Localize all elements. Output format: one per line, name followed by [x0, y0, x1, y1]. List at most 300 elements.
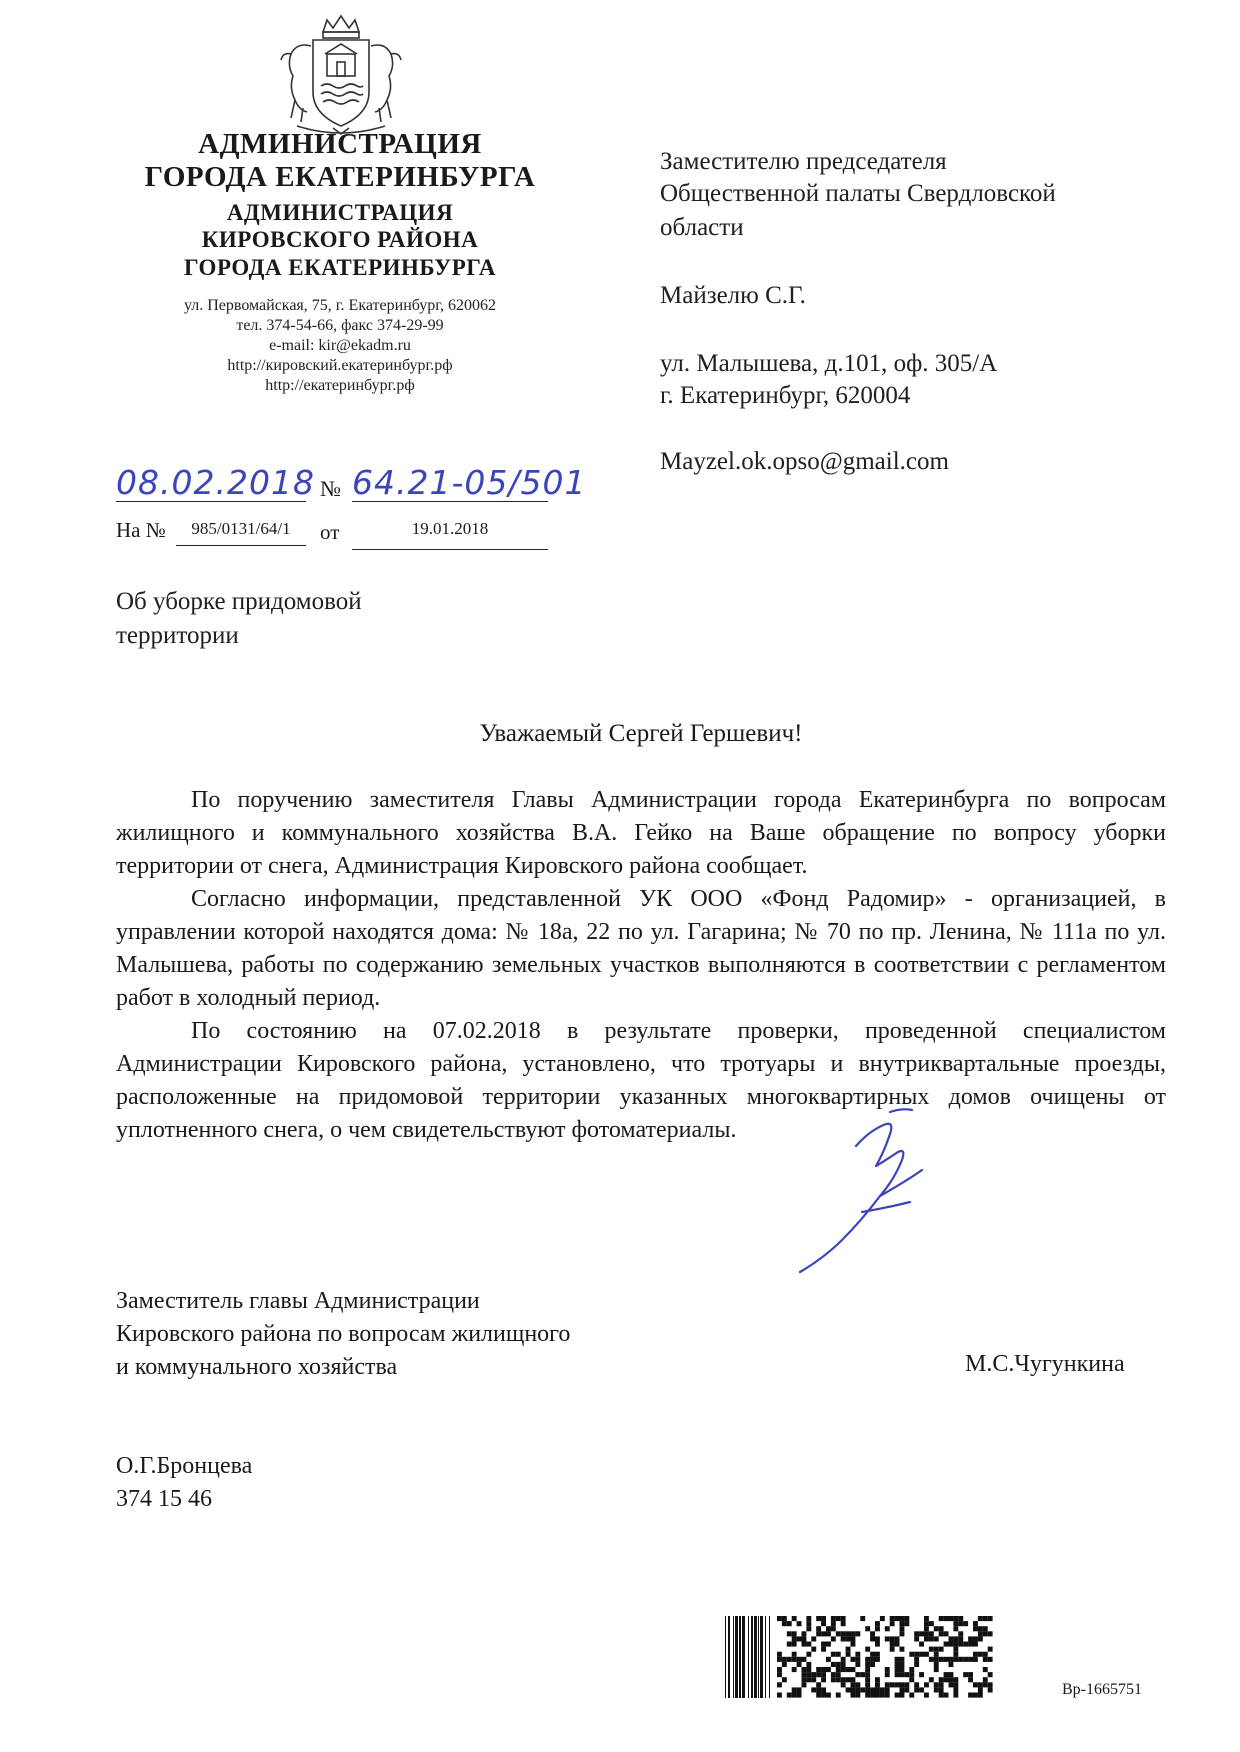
barcode-module — [973, 1682, 978, 1687]
outgoing-number-rule — [352, 501, 548, 502]
barcode-module — [860, 1616, 865, 1621]
barcode-module — [939, 1693, 944, 1698]
barcode-module — [978, 1636, 983, 1641]
recipient-position-line3: области — [660, 214, 744, 241]
barcode-module — [782, 1677, 787, 1682]
barcode-module — [958, 1657, 963, 1662]
barcode-module — [782, 1616, 787, 1621]
barcode-module — [900, 1682, 905, 1687]
barcode-module — [851, 1642, 856, 1647]
barcode-module — [900, 1621, 905, 1626]
barcode-module — [836, 1616, 841, 1621]
barcode-module — [870, 1662, 875, 1667]
barcode-module — [919, 1672, 924, 1677]
barcode-module — [792, 1642, 797, 1647]
barcode-module — [870, 1631, 875, 1636]
barcode-module — [802, 1642, 807, 1647]
barcode-module — [865, 1677, 870, 1682]
barcode-module — [806, 1677, 811, 1682]
barcode-module — [806, 1621, 811, 1626]
barcode-module — [841, 1667, 846, 1672]
barcode-module — [934, 1682, 939, 1687]
barcode-module — [958, 1642, 963, 1647]
barcode-module — [806, 1616, 811, 1621]
barcode-module — [949, 1642, 954, 1647]
barcode-module — [782, 1657, 787, 1662]
barcode-module — [865, 1693, 870, 1698]
barcode-module — [865, 1687, 870, 1692]
barcode-module — [787, 1631, 792, 1636]
barcode-module — [802, 1636, 807, 1641]
barcode-module — [909, 1672, 914, 1677]
barcode-module — [851, 1667, 856, 1672]
barcode-module — [797, 1687, 802, 1692]
barcode-module — [846, 1631, 851, 1636]
barcode-module — [836, 1667, 841, 1672]
barcode-module — [821, 1631, 826, 1636]
barcode-bar — [748, 1616, 749, 1698]
barcode-module — [787, 1621, 792, 1626]
barcode-module — [924, 1682, 929, 1687]
barcode-module — [841, 1616, 846, 1621]
barcode-module — [816, 1626, 821, 1631]
barcode-module — [787, 1693, 792, 1698]
body-paragraph-2: Согласно информации, представленной УК ООО «Фонд Радомир» - организацией, в управлении которой находятся дома: № 18а, 22 по ул. Гагарина; № 70 по пр. Ленина, № 111а по ул. Малышева, работы по содержанию земельных участков выполняются в соответствии с регламентом работ в холодный период. — [116, 886, 1166, 1011]
barcode-module — [826, 1693, 831, 1698]
barcode-module — [797, 1693, 802, 1698]
barcode-module — [909, 1693, 914, 1698]
reply-label: На № — [116, 518, 166, 542]
barcode-module — [953, 1647, 958, 1652]
barcode-module — [846, 1636, 851, 1641]
barcode-bar — [742, 1616, 745, 1698]
barcode-module — [973, 1657, 978, 1662]
barcode-module — [851, 1677, 856, 1682]
barcode-module — [939, 1616, 944, 1621]
barcode-module — [895, 1636, 900, 1641]
barcode-module — [914, 1652, 919, 1657]
barcode-module — [929, 1677, 934, 1682]
barcode-module — [924, 1652, 929, 1657]
barcode-module — [855, 1657, 860, 1662]
barcode-module — [777, 1682, 782, 1687]
barcode-module — [895, 1616, 900, 1621]
city-admin-line2: ГОРОДА ЕКАТЕРИНБУРГА — [144, 161, 536, 193]
signatory-title-line2: Кировского района по вопросам жилищного — [116, 1321, 571, 1347]
org-email: e-mail: kir@ekadm.ru — [269, 337, 411, 354]
barcode-module — [792, 1631, 797, 1636]
barcode-module — [958, 1631, 963, 1636]
barcode-module — [831, 1626, 836, 1631]
barcode-module — [983, 1631, 988, 1636]
barcode-module — [851, 1693, 856, 1698]
barcode-module — [831, 1652, 836, 1657]
barcode-module — [934, 1626, 939, 1631]
barcode-module — [865, 1682, 870, 1687]
barcode-module — [890, 1621, 895, 1626]
barcode-module — [880, 1687, 885, 1692]
barcode-module — [904, 1616, 909, 1621]
barcode-module — [875, 1621, 880, 1626]
barcode-module — [939, 1647, 944, 1652]
barcode-module — [963, 1672, 968, 1677]
barcode-module — [949, 1672, 954, 1677]
barcode-module — [870, 1636, 875, 1641]
barcode-module — [875, 1636, 880, 1641]
barcode-module — [797, 1657, 802, 1662]
barcode-module — [885, 1693, 890, 1698]
barcode-module — [939, 1657, 944, 1662]
barcode-module — [875, 1693, 880, 1698]
letter-subject — [116, 585, 536, 653]
barcode-module — [939, 1631, 944, 1636]
recipient-position-line2: Общественной палаты Свердловской — [660, 180, 1056, 207]
barcode-module — [963, 1621, 968, 1626]
barcode-module — [777, 1667, 782, 1672]
barcode-module — [900, 1667, 905, 1672]
barcode-module — [875, 1626, 880, 1631]
barcode-module — [855, 1682, 860, 1687]
barcode-module — [900, 1647, 905, 1652]
barcode-module — [806, 1642, 811, 1647]
barcode-module — [934, 1667, 939, 1672]
recipient-email: Mayzel.ok.opso@gmail.com — [660, 448, 949, 475]
barcode-module — [787, 1657, 792, 1662]
barcode-module — [792, 1693, 797, 1698]
barcode-module — [968, 1677, 973, 1682]
recipient-address-line1: ул. Малышева, д.101, оф. 305/А — [660, 350, 998, 377]
barcode-module — [806, 1626, 811, 1631]
barcode-module — [914, 1657, 919, 1662]
barcode-bar — [760, 1616, 763, 1698]
barcode-module — [880, 1693, 885, 1698]
barcode-module — [988, 1672, 993, 1677]
barcode-module — [914, 1662, 919, 1667]
outgoing-date: 08.02.2018 — [116, 463, 315, 502]
barcode-module — [826, 1642, 831, 1647]
barcode-id: Вр-1665751 — [1062, 1681, 1142, 1698]
barcode-module — [802, 1682, 807, 1687]
barcode-bar — [769, 1616, 770, 1698]
barcode-module — [924, 1616, 929, 1621]
city-admin-line1: АДМИНИСТРАЦИЯ — [198, 128, 482, 160]
barcode-module — [860, 1687, 865, 1692]
barcode-module — [988, 1687, 993, 1692]
barcode-module — [821, 1677, 826, 1682]
barcode-module — [988, 1616, 993, 1621]
barcode-module — [816, 1693, 821, 1698]
coat-of-arms-emblem — [267, 14, 415, 142]
barcode-module — [919, 1642, 924, 1647]
barcode-module — [944, 1616, 949, 1621]
barcode-module — [885, 1682, 890, 1687]
barcode-module — [924, 1636, 929, 1641]
barcode-module — [802, 1672, 807, 1677]
barcode-module — [953, 1621, 958, 1626]
barcode-module — [968, 1672, 973, 1677]
barcode-module — [983, 1652, 988, 1657]
barcode-module — [841, 1657, 846, 1662]
barcode-module — [924, 1693, 929, 1698]
barcode-module — [826, 1626, 831, 1631]
barcode-module — [792, 1687, 797, 1692]
barcode-module — [792, 1657, 797, 1662]
signatory-name: М.С.Чугункина — [965, 1351, 1125, 1377]
barcode-module — [816, 1667, 821, 1672]
barcode-module — [973, 1626, 978, 1631]
barcode-module — [900, 1662, 905, 1667]
barcode-module — [806, 1672, 811, 1677]
barcode-module — [949, 1616, 954, 1621]
signatory-title — [116, 1285, 756, 1384]
barcode-module — [934, 1652, 939, 1657]
barcode-module — [963, 1657, 968, 1662]
district-admin-line2: КИРОВСКОГО РАЙОНА — [201, 227, 479, 252]
barcode-module — [826, 1631, 831, 1636]
barcode-module — [865, 1647, 870, 1652]
barcode-module — [953, 1693, 958, 1698]
executor-phone: 374 15 46 — [116, 1486, 212, 1512]
barcode-module — [978, 1652, 983, 1657]
barcode-module — [983, 1626, 988, 1631]
barcode-module — [782, 1621, 787, 1626]
recipient-address-line2: г. Екатеринбург, 620004 — [660, 382, 911, 409]
barcode-module — [939, 1687, 944, 1692]
barcode-module — [875, 1687, 880, 1692]
barcode-module — [806, 1652, 811, 1657]
barcode-module — [983, 1616, 988, 1621]
handwritten-signature — [790, 1100, 960, 1280]
barcode-module — [811, 1672, 816, 1677]
barcode-module — [826, 1657, 831, 1662]
barcode-module — [929, 1657, 934, 1662]
recipient-position-line1: Заместителю председателя — [660, 148, 947, 175]
barcode-module — [900, 1687, 905, 1692]
barcode-bar — [751, 1616, 753, 1698]
barcode-module — [973, 1652, 978, 1657]
barcode-module — [934, 1636, 939, 1641]
barcode-module — [944, 1672, 949, 1677]
barcode-module — [968, 1642, 973, 1647]
barcode-module — [909, 1667, 914, 1672]
barcode-module — [816, 1687, 821, 1692]
barcode-module — [841, 1682, 846, 1687]
barcode-module — [895, 1657, 900, 1662]
barcode-module — [904, 1672, 909, 1677]
barcode-module — [851, 1657, 856, 1662]
barcode-module — [949, 1677, 954, 1682]
barcode-module — [983, 1667, 988, 1672]
barcode-module — [929, 1621, 934, 1626]
barcode-module — [988, 1647, 993, 1652]
barcode-module — [953, 1682, 958, 1687]
barcode-module — [949, 1636, 954, 1641]
barcode-module — [821, 1687, 826, 1692]
barcode-module — [846, 1677, 851, 1682]
barcode-module — [831, 1636, 836, 1641]
barcode-module — [831, 1621, 836, 1626]
body-paragraph-1: По поручению заместителя Главы Администрации города Екатеринбурга по вопросам жилищного и коммунального хозяйства В.А. Гейко на Ваше обращение по вопросу уборки территории от снега, Администрация Кировского района сообщает. — [116, 787, 1166, 879]
barcode-module — [958, 1621, 963, 1626]
barcode-module — [939, 1677, 944, 1682]
barcode-module — [865, 1672, 870, 1677]
barcode-module — [816, 1616, 821, 1621]
barcode-module — [968, 1636, 973, 1641]
barcode-module — [978, 1616, 983, 1621]
barcode-module — [900, 1631, 905, 1636]
barcode-module — [875, 1677, 880, 1682]
barcode-module — [855, 1652, 860, 1657]
number-sign: № — [320, 476, 341, 501]
barcode-module — [875, 1657, 880, 1662]
barcode-module — [944, 1677, 949, 1682]
barcode-module — [949, 1682, 954, 1687]
barcode-module — [939, 1682, 944, 1687]
barcode-bar — [733, 1616, 734, 1698]
barcode-module — [787, 1642, 792, 1647]
barcode-module — [988, 1682, 993, 1687]
barcode-module — [885, 1636, 890, 1641]
barcode-module — [831, 1662, 836, 1667]
barcode-module — [895, 1682, 900, 1687]
barcode-module — [924, 1621, 929, 1626]
reply-date: 19.01.2018 — [411, 519, 489, 538]
barcode-module — [895, 1693, 900, 1698]
barcode-module — [934, 1687, 939, 1692]
district-admin-line1: АДМИНИСТРАЦИЯ — [226, 200, 454, 225]
barcode-module — [988, 1631, 993, 1636]
reply-number: 985/0131/64/1 — [191, 519, 291, 538]
barcode-module — [924, 1626, 929, 1631]
barcode-module — [821, 1672, 826, 1677]
barcode-module — [885, 1687, 890, 1692]
barcode-module — [983, 1657, 988, 1662]
barcode-module — [846, 1687, 851, 1692]
barcode-module — [851, 1636, 856, 1641]
barcode-module — [841, 1621, 846, 1626]
barcode-module — [806, 1667, 811, 1672]
barcode-module — [949, 1657, 954, 1662]
barcode-module — [904, 1682, 909, 1687]
barcode-module — [973, 1621, 978, 1626]
barcode-module — [978, 1687, 983, 1692]
barcode-bar — [765, 1616, 766, 1698]
barcode-module — [875, 1652, 880, 1657]
barcode-bar — [758, 1616, 759, 1698]
barcode-module — [953, 1652, 958, 1657]
barcode-module — [846, 1652, 851, 1657]
barcode-module — [831, 1677, 836, 1682]
barcode-module — [953, 1616, 958, 1621]
barcode-module — [777, 1616, 782, 1621]
barcode-module — [885, 1667, 890, 1672]
barcode-module — [821, 1621, 826, 1626]
letter-body — [116, 784, 1166, 1147]
barcode-module — [782, 1662, 787, 1667]
barcode-module — [802, 1677, 807, 1682]
barcode-module — [953, 1626, 958, 1631]
barcode-module — [890, 1616, 895, 1621]
barcode-module — [851, 1682, 856, 1687]
recipient-name: Майзелю С.Г. — [660, 282, 806, 309]
subject-line2: территории — [116, 622, 239, 649]
barcode-module — [860, 1672, 865, 1677]
barcode-module — [855, 1662, 860, 1667]
barcode-module — [929, 1647, 934, 1652]
barcode-module — [983, 1682, 988, 1687]
district-admin-line3: ГОРОДА ЕКАТЕРИНБУРГА — [184, 255, 496, 280]
barcode-module — [875, 1642, 880, 1647]
barcode-module — [958, 1616, 963, 1621]
barcode-module — [890, 1682, 895, 1687]
barcode-bar — [728, 1616, 730, 1698]
outgoing-number: 64.21-05/501 — [352, 463, 587, 502]
barcode-module — [811, 1636, 816, 1641]
barcode-module — [880, 1616, 885, 1621]
barcode-module — [851, 1687, 856, 1692]
barcode-module — [919, 1687, 924, 1692]
barcode-module — [870, 1687, 875, 1692]
barcode-module — [870, 1657, 875, 1662]
org-address: ул. Первомайская, 75, г. Екатеринбург, 620062 — [183, 297, 497, 314]
barcode-module — [953, 1657, 958, 1662]
barcode-module — [846, 1667, 851, 1672]
barcode-module — [836, 1652, 841, 1657]
barcode-module — [870, 1652, 875, 1657]
barcode-module — [924, 1631, 929, 1636]
barcode-module — [792, 1652, 797, 1657]
barcode-module — [797, 1621, 802, 1626]
barcode-module — [914, 1636, 919, 1641]
barcode-module — [821, 1616, 826, 1621]
barcode-module — [875, 1682, 880, 1687]
barcode-bar — [735, 1616, 738, 1698]
barcode-module — [811, 1687, 816, 1692]
barcode-module — [949, 1662, 954, 1667]
barcode-module — [816, 1682, 821, 1687]
barcode-module — [836, 1677, 841, 1682]
barcode-module — [851, 1631, 856, 1636]
barcode-module — [978, 1626, 983, 1631]
barcode-module — [811, 1677, 816, 1682]
barcode-module — [929, 1631, 934, 1636]
barcode-module — [963, 1642, 968, 1647]
barcode-module — [811, 1647, 816, 1652]
executor-name: О.Г.Бронцева — [116, 1453, 253, 1479]
barcode-module — [836, 1693, 841, 1698]
document-barcode — [725, 1616, 995, 1698]
barcode-module — [900, 1657, 905, 1662]
barcode-module — [870, 1693, 875, 1698]
barcode-module — [900, 1693, 905, 1698]
barcode-module — [900, 1616, 905, 1621]
barcode-module — [958, 1636, 963, 1641]
barcode-module — [865, 1626, 870, 1631]
barcode-module — [865, 1662, 870, 1667]
barcode-module — [953, 1687, 958, 1692]
barcode-module — [890, 1642, 895, 1647]
barcode-bar — [725, 1616, 726, 1698]
barcode-module — [865, 1657, 870, 1662]
barcode-module — [934, 1657, 939, 1662]
barcode-module — [831, 1672, 836, 1677]
from-label: от — [320, 520, 340, 544]
barcode-bar — [754, 1616, 757, 1698]
barcode-module — [777, 1672, 782, 1677]
body-paragraph-3: По состоянию на 07.02.2018 в результате проверки, проведенной специалистом Администрации Кировского района, установлено, что тротуары и внутриквартальные проезды, расположенные на придомовой территории указанных многоквартирных домов очищены от уплотненного снега, о чем свидетельствуют фотоматериалы. — [116, 1018, 1166, 1143]
barcode-module — [836, 1672, 841, 1677]
barcode-module — [978, 1693, 983, 1698]
